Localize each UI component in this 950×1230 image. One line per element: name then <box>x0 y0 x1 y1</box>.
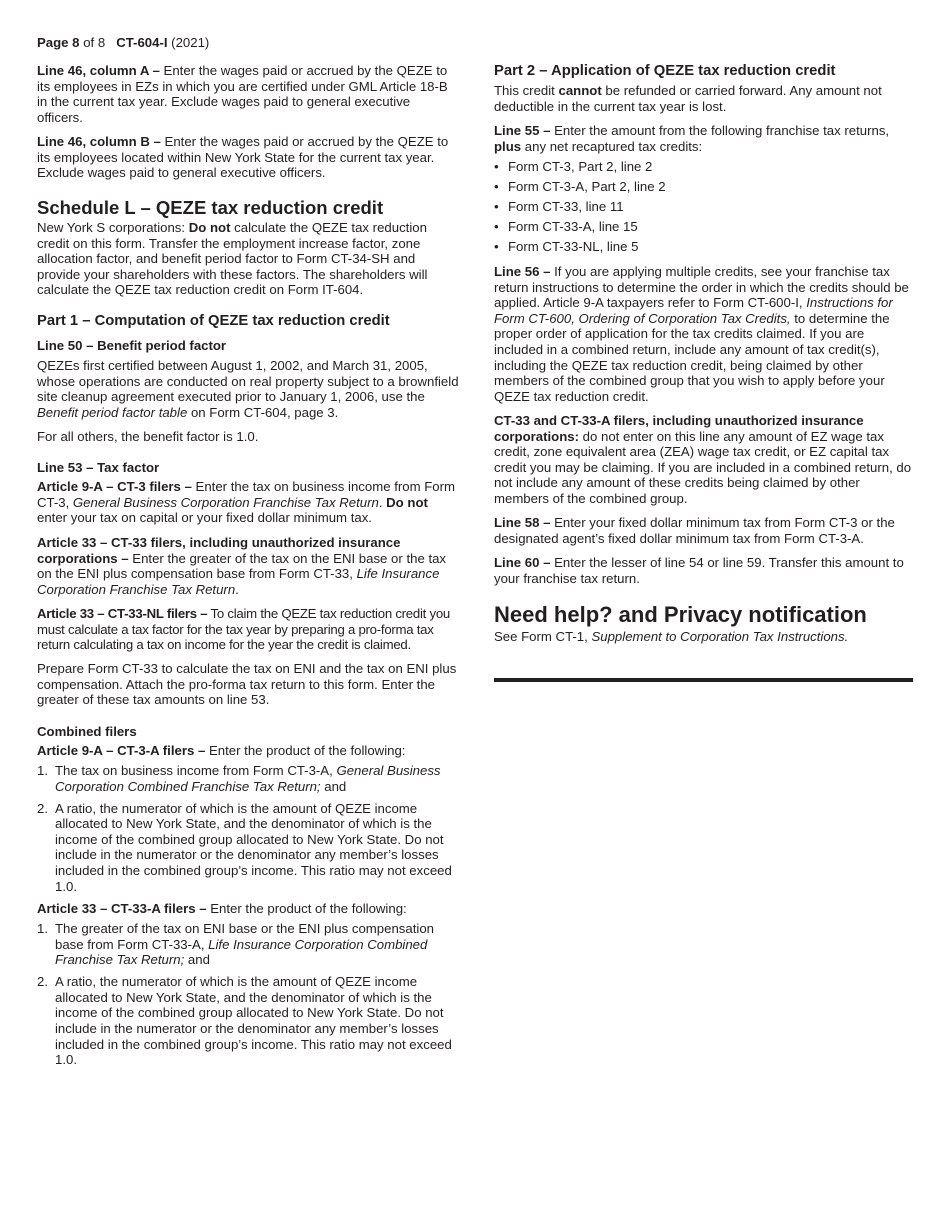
ct33-filers-text: do not enter on this line any amount of EZ wage tax credit, zone equivalent area (ZEA) wage tax credit, or EZ capital tax credit you may be claiming. If you are included in a combined return, do not include any amount of these credits being claimed by other members of the combined group. <box>494 428 912 506</box>
page-label: Page 8 <box>37 35 80 50</box>
page-of: of 8 <box>79 35 106 50</box>
line-56-label: Line 56 – <box>494 264 551 279</box>
ct33-filers-label: CT-33 and CT-33-A filers, including unauthorized insurance corporations: <box>494 413 864 444</box>
combined-33-intro <box>37 901 459 917</box>
article-9a-do-not: Do not <box>386 494 428 510</box>
list-item <box>494 179 914 199</box>
line-46b-label: Line 46, column B – <box>37 134 161 149</box>
part-2-cannot: cannot <box>558 83 602 98</box>
article-9a-text-b: . <box>378 494 387 510</box>
bullet-icon: • <box>494 219 499 234</box>
combined-33-list <box>37 921 459 1074</box>
article-9a-form-title: General Business Corporation Franchise Tax Return <box>72 494 379 510</box>
list-item-text: Form CT-3, Part 2, line 2 <box>508 159 653 174</box>
schedule-l-intro-bold: Do not <box>188 220 231 235</box>
combined-33-text: Enter the product of the following: <box>206 901 407 916</box>
article-33-text-b: . <box>235 581 239 597</box>
line-56-instructions-title: Instructions for Form CT-600, Ordering of Corporation Tax Credits, <box>494 295 893 326</box>
section-end-rule <box>494 678 913 682</box>
line-60-paragraph <box>494 555 914 586</box>
list-item-text: Form CT-33, line 11 <box>508 199 624 214</box>
schedule-l-intro <box>37 220 459 298</box>
list-item-text: Form CT-3-A, Part 2, line 2 <box>508 179 666 194</box>
list-item <box>494 239 914 259</box>
article-33-text-a: Enter the greater of the tax on the ENI base or the tax on the ENI plus compensation base from Form CT-33, <box>37 550 447 582</box>
article-9a-text-c: enter your tax on capital or your fixed dollar minimum tax. <box>37 510 372 526</box>
list-item <box>37 921 459 968</box>
list-item-suffix: and <box>184 952 210 968</box>
part-2-heading: Part 2 – Application of QEZE tax reduction credit <box>494 63 836 79</box>
line-58-text: Enter your fixed dollar minimum tax from Form CT-3 or the designated agent’s fixed dollar minimum tax from Form CT-3-A. <box>494 515 895 546</box>
line-53-article-9a <box>37 479 459 526</box>
combined-9a-list <box>37 763 459 901</box>
list-item-form-title: General Business Corporation Combined Franchise Tax Return; <box>55 763 441 794</box>
list-item <box>494 219 914 239</box>
list-item-form-title: Life Insurance Corporation Combined Franchise Tax Return; <box>55 936 428 968</box>
article-33-form-title: Life Insurance Corporation Franchise Tax Return <box>37 566 440 597</box>
bullet-icon: • <box>494 199 499 214</box>
line-56-text-a: If you are applying multiple credits, see your franchise tax return instructions to determine the order in which the credits should be applied. Article 9-A taxpayers refer to Form CT-600-I, <box>494 264 909 311</box>
line-46a-label: Line 46, column A – <box>37 63 160 78</box>
need-help-paragraph <box>494 629 914 645</box>
list-item <box>37 763 459 794</box>
line-50-paragraph <box>37 358 459 420</box>
form-year: (2021) <box>167 35 210 50</box>
bullet-icon: • <box>494 179 499 194</box>
line-55-paragraph <box>494 123 914 154</box>
list-item-suffix: and <box>320 778 347 794</box>
article-33-label: Article 33 – CT-33 filers, including unauthorized insurance corporations – <box>37 535 401 566</box>
combined-filers-heading: Combined filers <box>37 724 137 739</box>
line-55-text-a: Enter the amount from the following franchise tax returns, <box>550 123 890 138</box>
line-55-label: Line 55 – <box>494 123 551 138</box>
part-2-text-a: This credit <box>494 83 559 98</box>
page-header <box>37 35 209 51</box>
part-2-intro <box>494 83 914 114</box>
schedule-l-heading: Schedule L – QEZE tax reduction credit <box>37 197 384 218</box>
part-2-text-b: be refunded or carried forward. Any amount not deductible in the current tax year is lost. <box>494 83 882 114</box>
list-item <box>37 801 459 895</box>
combined-9a-text: Enter the product of the following: <box>205 743 406 758</box>
line-53-prepare: Prepare Form CT-33 to calculate the tax on ENI and the tax on ENI plus compensation. Attach the pro-forma tax return to this form. Enter the greater of these tax amounts on line 53. <box>37 661 457 708</box>
combined-9a-intro <box>37 743 459 759</box>
schedule-l-intro-b: calculate the QEZE tax reduction credit on this form. Transfer the employment increase factor, zone allocation factor, and benefit period factor to Form CT-34-SH and provide your shareholders with these factors. The shareholders will calculate the QEZE tax reduction credit on Form IT-604. <box>37 220 428 298</box>
line-60-text: Enter the lesser of line 54 or line 59. Transfer this amount to your franchise tax return. <box>494 555 904 586</box>
article-33-nl-label: Article 33 – CT-33-NL filers – <box>37 606 208 621</box>
need-help-text: See Form CT-1, <box>494 629 592 644</box>
list-item-text: Form CT-33-NL, line 5 <box>508 239 639 254</box>
line-58-paragraph <box>494 515 914 546</box>
list-item <box>494 159 914 179</box>
article-9a-label: Article 9-A – CT-3 filers – <box>37 479 192 494</box>
list-item-text: A ratio, the numerator of which is the amount of QEZE income allocated to New York State, and the denominator of which is the income of the combined group allocated to New York State. Do not include in the numerator or the denominator any member’s losses included in the combined group’s income. This ratio may not exceed 1.0. <box>55 974 452 1068</box>
list-item-number: 2. <box>37 800 48 816</box>
line-53-article-33-nl <box>37 606 459 653</box>
part-1-heading: Part 1 – Computation of QEZE tax reduction credit <box>37 313 390 329</box>
list-item-text: The greater of the tax on ENI base or the ENI plus compensation base from Form CT-33-A, <box>55 921 434 952</box>
combined-33-label: Article 33 – CT-33-A filers – <box>37 901 207 916</box>
bullet-icon: • <box>494 159 499 174</box>
article-9a-text-a: Enter the tax on business income from Form CT-3, <box>37 479 456 510</box>
line-50-table-ref: Benefit period factor table <box>37 404 188 420</box>
line-56-text-b: to determine the proper order of application for the tax credits claimed. If you are included in a combined return, include any amount of tax credit(s), including the QEZE tax reduction credit, being claimed by other members of the combined group that you wish to apply before your QEZE tax reduction credit. <box>494 310 890 404</box>
line-50-text-b: on Form CT-604, page 3. <box>187 404 339 420</box>
line-50-text-a: QEZEs first certified between August 1, 2002, and March 31, 2005, whose operations are conducted on real property subject to a brownfield site cleanup agreement executed prior to January 1, 2006, use the <box>37 358 459 405</box>
list-item-number: 1. <box>37 921 48 936</box>
line-53-article-33 <box>37 535 459 597</box>
list-item-text: A ratio, the numerator of which is the amount of QEZE income allocated to New York State, and the denominator of which is the income of the combined group allocated to New York State. Do not include in the numerator or the denominator any member’s losses included in the combined group’s income. This ratio may not exceed 1.0. <box>55 800 452 894</box>
line-46a-text: Enter the wages paid or accrued by the QEZE to its employees in EZs in which you are certified under GML Article 18-B in the current tax year. Exclude wages paid to general executive officers. <box>37 63 448 125</box>
ct33-filers-paragraph <box>494 413 914 507</box>
line-55-plus: plus <box>494 138 522 154</box>
line-55-text-b: any net recaptured tax credits: <box>521 138 703 154</box>
line-53-heading: Line 53 – Tax factor <box>37 460 160 475</box>
list-item-text: Form CT-33-A, line 15 <box>508 219 638 234</box>
bullet-icon: • <box>494 239 499 254</box>
article-33-nl-text: To claim the QEZE tax reduction credit you must calculate a tax factor for the tax year by preparing a pro-forma tax return calculating a tax on income for the year the credit is claimed. <box>37 606 450 653</box>
line-46a-paragraph <box>37 63 459 125</box>
list-item-number: 1. <box>37 763 48 778</box>
schedule-l-intro-a: New York S corporations: <box>37 220 189 235</box>
list-item-number: 2. <box>37 974 48 990</box>
list-item-text: The tax on business income from Form CT-3-A, <box>55 763 337 778</box>
line-58-label: Line 58 – <box>494 515 551 530</box>
line-46b-paragraph <box>37 134 459 181</box>
form-id: CT-604-I <box>116 35 168 50</box>
line-50-heading: Line 50 – Benefit period factor <box>37 338 227 353</box>
need-help-supplement-title: Supplement to Corporation Tax Instructions. <box>591 629 849 644</box>
combined-9a-label: Article 9-A – CT-3-A filers – <box>37 743 206 758</box>
list-item <box>37 974 459 1068</box>
need-help-heading: Need help? and Privacy notification <box>494 602 867 627</box>
list-item <box>494 199 914 219</box>
line-50-others: For all others, the benefit factor is 1.0. <box>37 429 259 444</box>
line-56-paragraph <box>494 264 914 404</box>
line-55-forms-list <box>494 159 914 259</box>
line-46b-text: Enter the wages paid or accrued by the QEZE to its employees located within New York State for the current tax year. Exclude wages paid to general executive officers. <box>37 134 449 181</box>
line-60-label: Line 60 – <box>494 555 551 570</box>
